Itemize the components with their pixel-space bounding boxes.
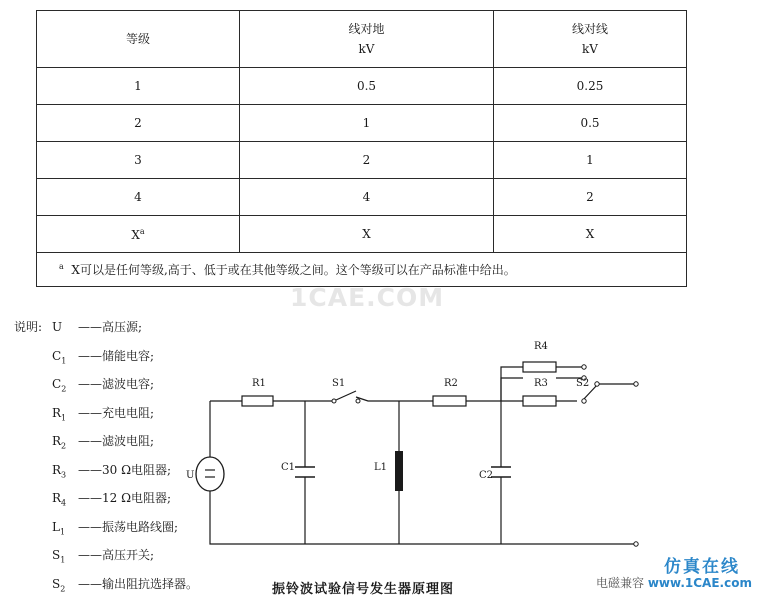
legend-intro: 说明: (14, 313, 42, 342)
table-footnote: $^a$ X可以是任何等级,高于、低于或在其他等级之间。这个等级可以在产品标准中给出。 (37, 253, 687, 287)
legend-item: $R_2$ ——滤波电阻; (52, 427, 154, 461)
badge-prefix: 电磁兼容 (596, 576, 644, 590)
legend-item: $L_1$ ——振荡电路线圈; (52, 513, 178, 547)
label-r1: R1 (252, 378, 266, 389)
wire (356, 397, 433, 401)
brand-badge-title: 仿真在线 (664, 552, 740, 577)
label-c1: C1 (281, 462, 295, 473)
resistor-r1-icon (242, 396, 273, 406)
legend-item: $S_2$ ——输出阻抗选择器。 (52, 570, 198, 603)
cell-line-line: 0.5 (494, 105, 687, 142)
cell-grade: 1 (37, 68, 240, 105)
cell-grade: 4 (37, 179, 240, 216)
inductor-l1-icon (395, 451, 403, 491)
cell-line-ground: 0.5 (240, 68, 494, 105)
cell-line-line: X (494, 216, 687, 253)
label-s2: S2 (576, 378, 589, 389)
legend-item: $C_1$ ——储能电容; (52, 342, 154, 376)
watermark: 1CAE.COM (290, 283, 444, 312)
badge-site: www.1CAE.com (648, 576, 752, 590)
label-u: U (186, 470, 194, 481)
figure-caption: 振铃波试验信号发生器原理图 (272, 578, 454, 597)
cell-line-line: 2 (494, 179, 687, 216)
legend-item: $S_1$ ——高压开关; (52, 541, 154, 575)
resistor-r3-icon (523, 396, 556, 406)
label-c2: C2 (479, 470, 493, 481)
resistor-r4-icon (523, 362, 556, 372)
header-line-ground: 线对地 kV (240, 11, 494, 68)
wire (501, 367, 523, 401)
capacitor-c2-icon (491, 467, 511, 477)
cell-line-ground: 4 (240, 179, 494, 216)
legend-item: U ——高压源; (52, 313, 142, 347)
label-r2: R2 (444, 378, 458, 389)
label-l1: L1 (374, 462, 387, 473)
cell-line-line: 1 (494, 142, 687, 179)
cell-line-line: 0.25 (494, 68, 687, 105)
switch-s1-icon (332, 391, 360, 403)
legend-item: $C_2$ ——滤波电容; (52, 370, 154, 404)
label-r3: R3 (534, 378, 548, 389)
resistor-r2-icon (433, 396, 466, 406)
cell-line-ground: 2 (240, 142, 494, 179)
header-grade: 等级 (37, 11, 240, 68)
cell-grade: 3 (37, 142, 240, 179)
cell-line-ground: X (240, 216, 494, 253)
legend-item: $R_3$ ——30 Ω电阻器; (52, 456, 171, 490)
label-r4: R4 (534, 341, 548, 352)
legend-item: $R_1$ ——充电电阻; (52, 399, 154, 433)
wire (501, 378, 523, 401)
label-s1: S1 (332, 378, 345, 389)
cell-line-ground: 1 (240, 105, 494, 142)
wire (210, 491, 634, 544)
brand-badge (596, 574, 752, 591)
cell-grade: 2 (37, 105, 240, 142)
cell-grade: $X^a$ (37, 216, 240, 253)
capacitor-c1-icon (295, 467, 315, 477)
voltage-source-icon (196, 457, 224, 491)
legend-item: $R_4$ ——12 Ω电阻器; (52, 484, 171, 518)
header-line-line: 线对线 kV (494, 11, 687, 68)
